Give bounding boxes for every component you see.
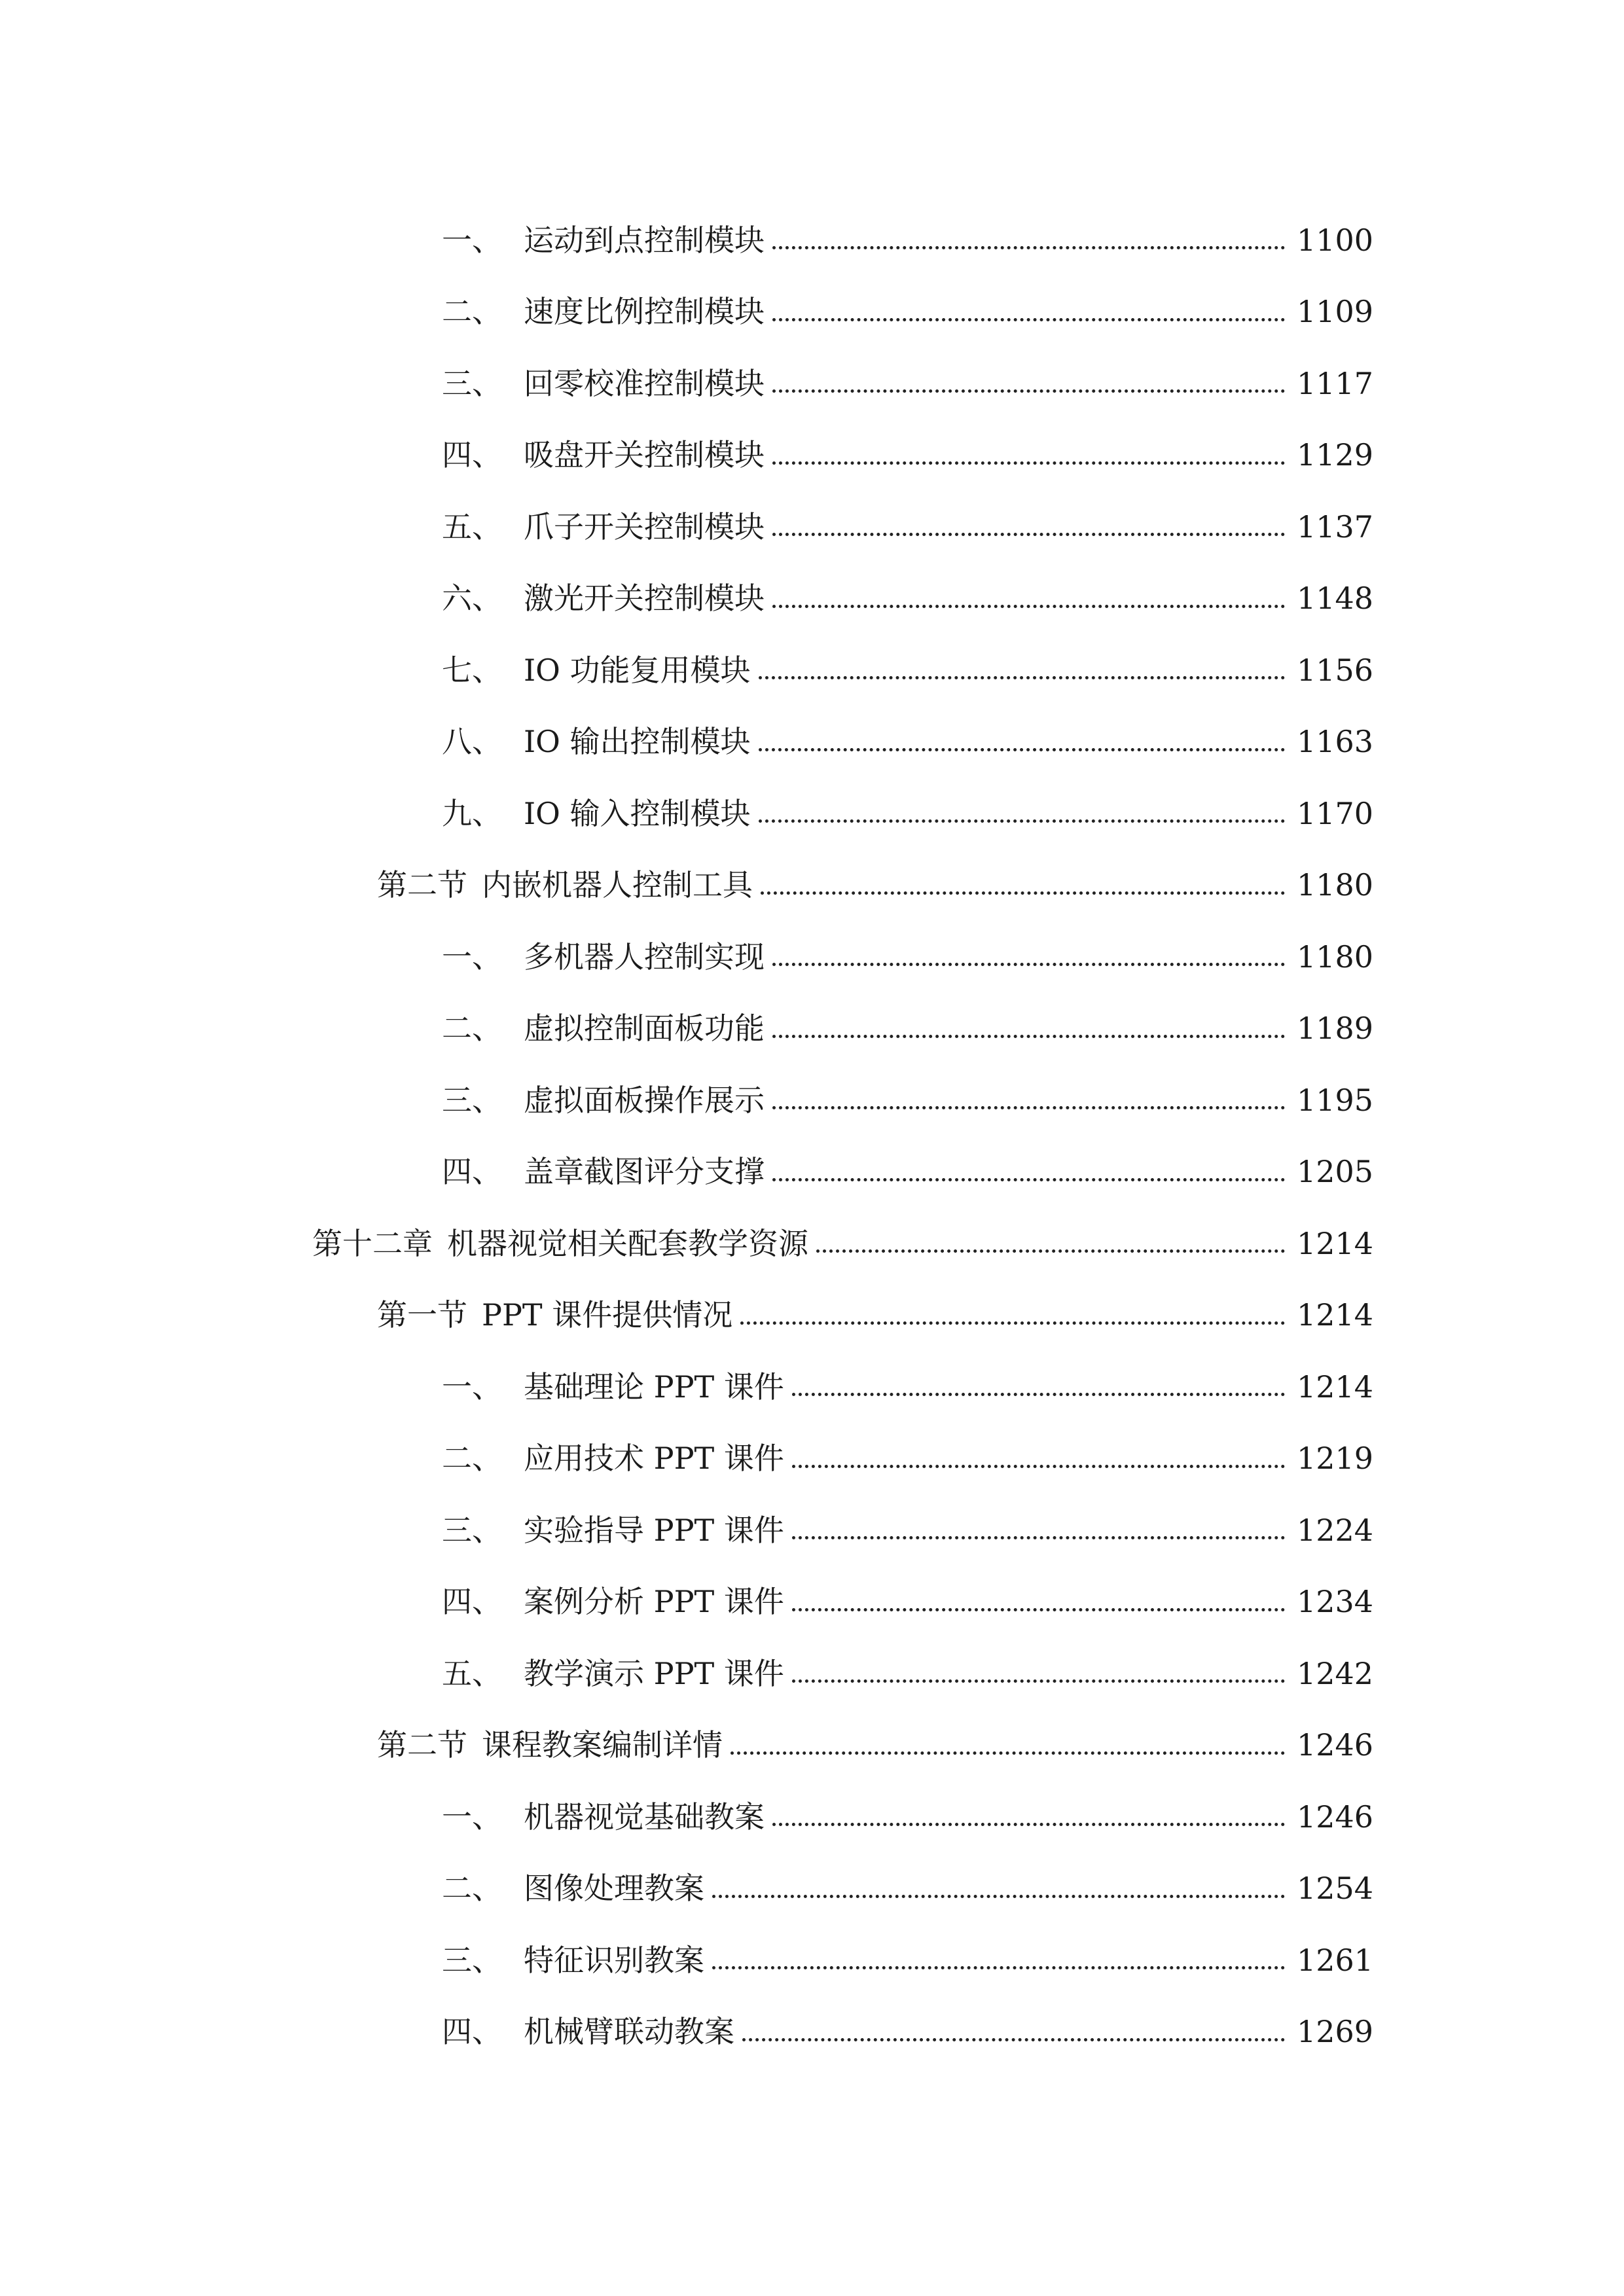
toc-entry[interactable] [0,1781,1624,1853]
toc-entry-number: 二、 [442,1011,502,1047]
toc-entry[interactable] [0,491,1624,563]
toc-entry[interactable] [0,563,1624,635]
toc-entry[interactable] [0,706,1624,778]
toc-entry-number: 五、 [442,509,502,545]
toc-entry-number: 二、 [442,1871,502,1907]
dot-leader [792,1372,1285,1402]
toc-entry-page: 1148 [1297,581,1374,617]
toc-entry-title: 图像处理教案 [524,1871,704,1907]
toc-entry-title: 实验指导 PPT 课件 [524,1512,784,1548]
toc-entry-page: 1180 [1297,939,1374,975]
toc-entry[interactable] [0,1924,1624,1996]
toc-entry[interactable] [0,1494,1624,1566]
toc-entry-page: 1129 [1297,437,1374,473]
toc-entry-title: 运动到点控制模块 [524,222,765,258]
dot-leader [772,512,1285,542]
toc-entry-number: 四、 [442,1584,502,1620]
toc-entry-title: IO 功能复用模块 [524,652,751,688]
dot-leader [792,1587,1285,1617]
toc-entry-page: 1214 [1297,1297,1374,1333]
toc-section-title: 内嵌机器人控制工具 [482,867,753,903]
toc-entry[interactable] [0,993,1624,1065]
toc-entry-title: 多机器人控制实现 [524,939,765,975]
toc-entry-page: 1242 [1297,1655,1374,1691]
toc-entry-number: 一、 [442,1799,502,1835]
toc-entry-title: IO 输出控制模块 [524,724,751,760]
toc-entry-page: 1163 [1297,724,1374,760]
dot-leader [772,225,1285,255]
toc-chapter-title: 机器视觉相关配套教学资源 [447,1225,808,1261]
dot-leader [816,1229,1285,1259]
toc-entry[interactable] [0,204,1624,276]
toc-entry-number: 四、 [442,2014,502,2050]
toc-entry[interactable] [0,348,1624,420]
dot-leader [792,1443,1285,1473]
toc-entry-number: 三、 [442,1082,502,1118]
toc-entry-page: 1246 [1297,1727,1374,1763]
toc-entry-title: 应用技术 PPT 课件 [524,1441,784,1477]
toc-entry-number: 五、 [442,1655,502,1691]
toc-entry-page: 1109 [1297,294,1374,330]
dot-leader [772,1013,1285,1043]
toc-entry-page: 1234 [1297,1584,1374,1620]
toc-entry-page: 1189 [1297,1011,1374,1047]
toc-entry-page: 1269 [1297,2014,1374,2050]
toc-entry-number: 二、 [442,294,502,330]
toc-entry[interactable] [0,1423,1624,1495]
dot-leader [759,655,1285,685]
dot-leader [759,726,1285,757]
toc-entry-page: 1180 [1297,867,1374,903]
toc-entry[interactable] [0,1996,1624,2068]
dot-leader [761,870,1285,900]
toc-entry[interactable] [0,1351,1624,1423]
toc-entry[interactable] [0,276,1624,348]
toc-chapter-entry[interactable] [0,1208,1624,1280]
toc-entry-page: 1224 [1297,1512,1374,1548]
dot-leader [772,296,1285,327]
toc-entry-number: 三、 [442,1512,502,1548]
toc-entry-number: 一、 [442,1369,502,1405]
toc-entry-page: 1214 [1297,1225,1374,1261]
toc-section-number: 第二节 [377,867,467,903]
toc-entry-number: 一、 [442,939,502,975]
toc-entry[interactable] [0,634,1624,706]
toc-entry-title: 教学演示 PPT 课件 [524,1655,784,1691]
toc-entry-title: 吸盘开关控制模块 [524,437,765,473]
table-of-contents [0,204,1624,2068]
toc-entry-title: 回零校准控制模块 [524,365,765,401]
toc-entry[interactable] [0,921,1624,993]
dot-leader [772,440,1285,470]
toc-entry[interactable] [0,1638,1624,1710]
toc-entry[interactable] [0,420,1624,492]
toc-section-entry[interactable] [0,1710,1624,1782]
toc-entry-number: 一、 [442,222,502,258]
toc-entry-page: 1246 [1297,1799,1374,1835]
toc-entry-title: IO 输入控制模块 [524,795,751,831]
toc-entry-number: 三、 [442,365,502,401]
toc-entry-number: 六、 [442,581,502,617]
toc-entry[interactable] [0,1136,1624,1208]
toc-entry-page: 1137 [1297,509,1374,545]
toc-entry-number: 二、 [442,1441,502,1477]
toc-entry-title: 机械臂联动教案 [524,2014,734,2050]
toc-entry-number: 七、 [442,652,502,688]
toc-entry-title: 虚拟面板操作展示 [524,1082,765,1118]
toc-entry-title: 基础理论 PPT 课件 [524,1369,784,1405]
dot-leader [712,1873,1285,1903]
dot-leader [772,1157,1285,1187]
dot-leader [772,583,1285,613]
toc-entry-page: 1254 [1297,1871,1374,1907]
toc-entry-page: 1170 [1297,795,1374,831]
toc-chapter-number: 第十二章 [312,1225,433,1261]
toc-entry-page: 1261 [1297,1942,1374,1978]
dot-leader [731,1730,1285,1760]
toc-section-title: PPT 课件提供情况 [482,1297,733,1333]
toc-entry-title: 速度比例控制模块 [524,294,765,330]
toc-entry-number: 四、 [442,437,502,473]
toc-entry-title: 虚拟控制面板功能 [524,1011,765,1047]
dot-leader [712,1945,1285,1975]
toc-entry[interactable] [0,1853,1624,1925]
dot-leader [772,1085,1285,1115]
toc-section-title: 课程教案编制详情 [482,1727,723,1763]
toc-entry-title: 案例分析 PPT 课件 [524,1584,784,1620]
toc-entry-title: 特征识别教案 [524,1942,704,1978]
toc-entry-page: 1195 [1297,1082,1374,1118]
toc-entry-page: 1100 [1297,222,1374,258]
toc-entry-title: 爪子开关控制模块 [524,509,765,545]
dot-leader [742,2017,1285,2047]
toc-entry-title: 机器视觉基础教案 [524,1799,765,1835]
toc-entry-number: 四、 [442,1154,502,1190]
toc-entry[interactable] [0,778,1624,850]
dot-leader [792,1659,1285,1689]
dot-leader [759,798,1285,829]
toc-entry-page: 1156 [1297,652,1374,688]
toc-entry-page: 1205 [1297,1154,1374,1190]
dot-leader [772,1802,1285,1832]
toc-entry-title: 盖章截图评分支撑 [524,1154,765,1190]
toc-entry[interactable] [0,1064,1624,1136]
toc-entry-number: 八、 [442,724,502,760]
toc-entry-number: 九、 [442,795,502,831]
toc-entry-title: 激光开关控制模块 [524,581,765,617]
dot-leader [740,1300,1285,1330]
toc-section-entry[interactable] [0,1280,1624,1352]
toc-entry[interactable] [0,1566,1624,1638]
toc-entry-number: 三、 [442,1942,502,1978]
toc-section-entry[interactable] [0,850,1624,922]
dot-leader [792,1515,1285,1545]
toc-section-number: 第二节 [377,1727,467,1763]
toc-entry-page: 1117 [1297,365,1374,401]
toc-entry-page: 1219 [1297,1441,1374,1477]
toc-entry-page: 1214 [1297,1369,1374,1405]
toc-section-number: 第一节 [377,1297,467,1333]
dot-leader [772,368,1285,399]
dot-leader [772,942,1285,972]
